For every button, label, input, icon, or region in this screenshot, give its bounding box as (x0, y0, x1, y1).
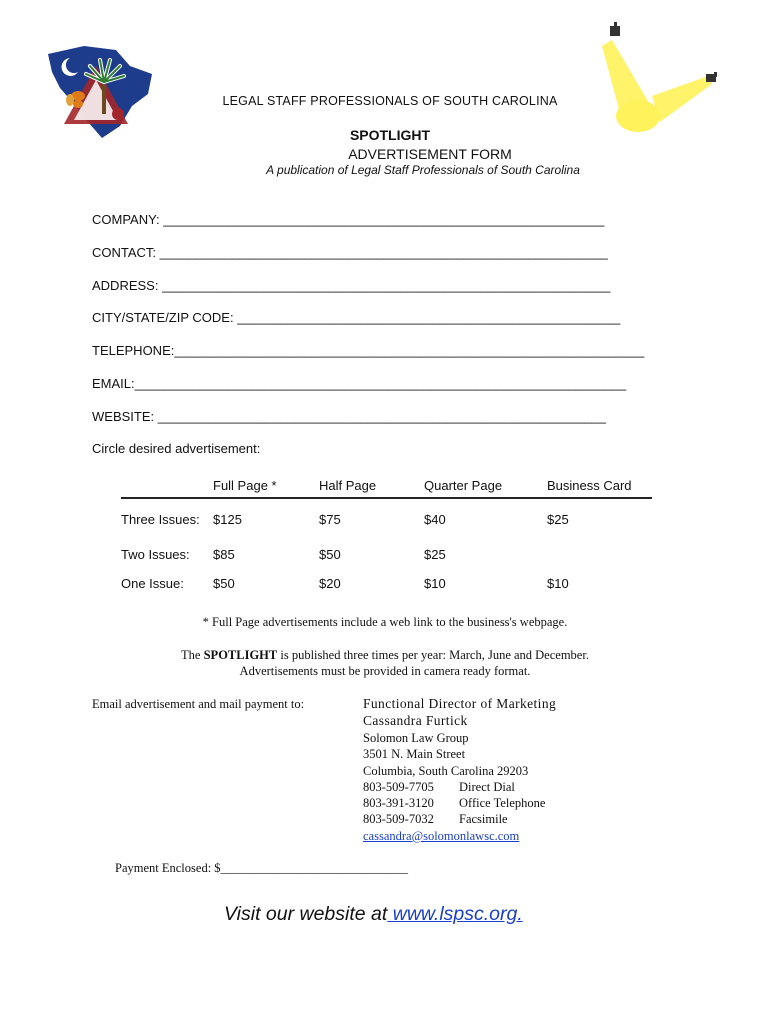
address-blank[interactable]: ______________________________________________________________ (162, 278, 611, 293)
phone-fax-label: Facsimile (459, 812, 508, 826)
contact-city: Columbia, South Carolina 29203 (363, 764, 529, 778)
visit-text: Visit our website at (224, 903, 388, 925)
price-one-half[interactable]: $20 (319, 576, 341, 591)
city-state-zip-field[interactable] (92, 310, 620, 325)
phone-office-number: 803-391-3120 (363, 796, 434, 810)
email-blank[interactable]: ____________________________________________________________________ (134, 376, 627, 391)
company-field[interactable] (92, 212, 604, 227)
website-label: WEBSITE: (92, 409, 158, 424)
price-one-card[interactable]: $10 (547, 576, 569, 591)
organization-name: LEGAL STAFF PROFESSIONALS OF SOUTH CAROLINA (222, 94, 558, 108)
spotlight-lamp-right-icon (706, 72, 717, 82)
city-state-zip-label: CITY/STATE/ZIP CODE: (92, 310, 238, 325)
website-field[interactable] (92, 409, 606, 424)
price-three-full[interactable]: $125 (213, 512, 242, 527)
lspsc-logo (44, 44, 156, 140)
telephone-blank[interactable]: _________________________________________________________________ (174, 343, 645, 358)
contact-email-link[interactable]: cassandra@solomonlawsc.com (363, 829, 520, 843)
form-title: SPOTLIGHT (349, 127, 431, 143)
price-three-half[interactable]: $75 (319, 512, 341, 527)
phone-fax-number: 803-509-7032 (363, 812, 434, 826)
circle-instructions: Circle desired advertisement: (92, 441, 261, 456)
price-one-full[interactable]: $50 (213, 576, 235, 591)
camera-ready-note: Advertisements must be provided in camera ready format. (239, 664, 531, 678)
full-page-note: * Full Page advertisements include a web link to the business's webpage. (202, 615, 568, 629)
pub-prefix: The (181, 648, 204, 662)
price-two-full[interactable]: $85 (213, 547, 235, 562)
website-callout (224, 903, 523, 926)
city-state-zip-blank[interactable]: _____________________________________________________ (237, 310, 621, 325)
price-one-quarter[interactable]: $10 (424, 576, 446, 591)
company-label: COMPANY: (92, 212, 164, 227)
company-blank[interactable]: _____________________________________________________________ (163, 212, 605, 227)
col-header-quarter-page: Quarter Page (424, 478, 503, 493)
spotlight-lamp-left-icon (610, 22, 620, 36)
address-field[interactable] (92, 278, 610, 293)
col-header-full-page: Full Page * (213, 478, 277, 493)
spotlight-illustration (590, 18, 730, 138)
row-label-two-issues: Two Issues: (121, 547, 190, 562)
price-two-quarter[interactable]: $25 (424, 547, 446, 562)
form-tagline: A publication of Legal Staff Professionals of South Carolina (266, 163, 580, 177)
email-label: EMAIL: (92, 376, 135, 391)
telephone-field[interactable] (92, 343, 644, 358)
mail-instructions: Email advertisement and mail payment to: (92, 697, 305, 711)
telephone-label: TELEPHONE: (92, 343, 175, 358)
website-blank[interactable]: ______________________________________________________________ (157, 409, 606, 424)
pub-spotlight-bold: SPOTLIGHT (203, 648, 278, 662)
publication-schedule (0, 648, 770, 663)
contact-title: Functional Director of Marketing (363, 696, 557, 711)
table-rule (121, 497, 652, 499)
form-subtitle: ADVERTISEMENT FORM (348, 146, 512, 162)
address-label: ADDRESS: (92, 278, 163, 293)
contact-street: 3501 N. Main Street (363, 747, 466, 761)
col-header-business-card: Business Card (547, 478, 632, 493)
contact-label: CONTACT: (92, 245, 160, 260)
phone-office-label: Office Telephone (459, 796, 546, 810)
contact-field[interactable] (92, 245, 608, 260)
phone-direct-label: Direct Dial (459, 780, 515, 794)
payment-field[interactable] (115, 861, 408, 876)
payment-label: Payment Enclosed: $ (115, 861, 221, 875)
price-two-half[interactable]: $50 (319, 547, 341, 562)
row-label-one-issue: One Issue: (121, 576, 184, 591)
price-three-quarter[interactable]: $40 (424, 512, 446, 527)
contact-name: Cassandra Furtick (363, 713, 468, 728)
payment-blank[interactable]: ______________________________ (220, 861, 409, 875)
row-label-three-issues: Three Issues: (121, 512, 200, 527)
red-flower-icon (112, 108, 124, 120)
pub-suffix: is published three times per year: March, June and December. (277, 648, 589, 662)
contact-blank[interactable]: ______________________________________________________________ (159, 245, 608, 260)
website-link[interactable]: www.lspsc.org. (387, 903, 523, 925)
contact-company: Solomon Law Group (363, 731, 469, 745)
phone-direct-number: 803-509-7705 (363, 780, 434, 794)
price-three-card[interactable]: $25 (547, 512, 569, 527)
email-field[interactable] (92, 376, 626, 391)
col-header-half-page: Half Page (319, 478, 377, 493)
